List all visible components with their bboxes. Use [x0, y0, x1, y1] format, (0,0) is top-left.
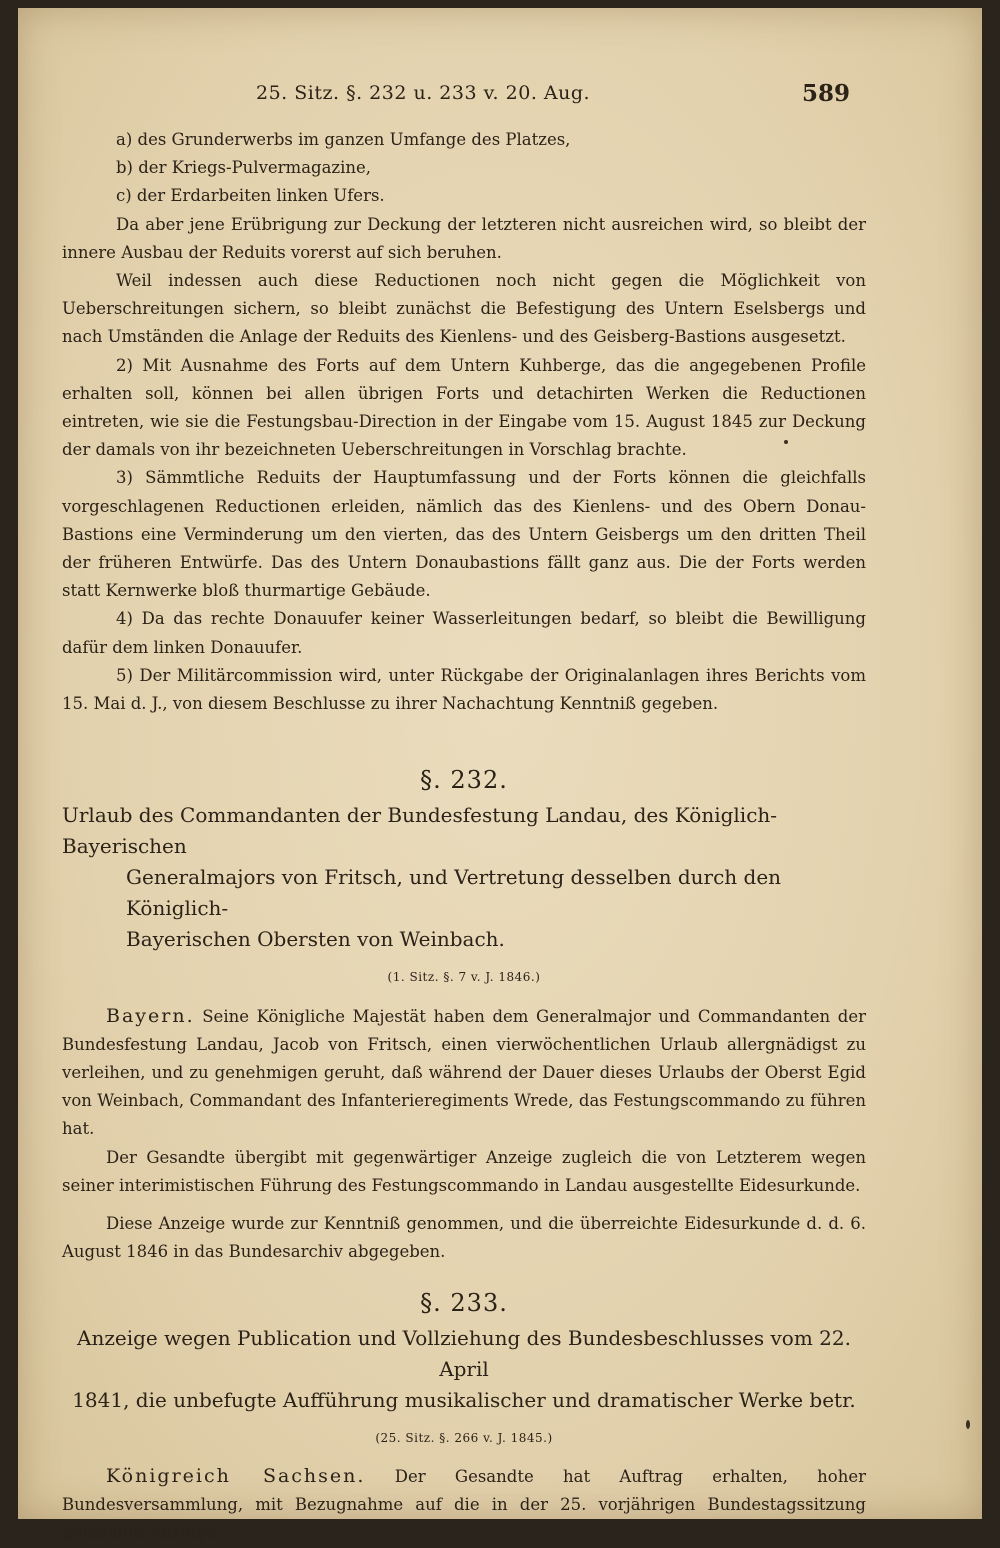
paragraph: Da aber jene Erübrigung zur Deckung der letzteren nicht ausreichen wird, so bleibt der innere Ausbau der Reduits vorerst auf sich beruhen.	[62, 214, 866, 262]
section-title-232-line1: Urlaub des Commandanten der Bundesfestung Landau, des Königlich-Bayerischen	[62, 803, 778, 859]
spacer	[62, 1200, 866, 1210]
paragraph: Weil indessen auch diese Reductionen noch nicht gegen die Möglichkeit von Ueberschreitungen sichern, so bleibt zunächst die Befestigung des Untern Eselsbergs und nach Umständen die Anlage der Reduits des Kienlens- und des Geisberg-Bastions ausgesetzt.	[62, 271, 866, 347]
list-item-a: a) des Grunderwerbs im ganzen Umfange des Platzes,	[116, 130, 571, 149]
lead-word-bayern: Bayern.	[106, 1004, 195, 1027]
book-page	[18, 8, 982, 1543]
paragraph-item-5: 5) Der Militärcommission wird, unter Rückgabe der Originalanlagen ihres Berichts vom 15. Mai d. J., von diesem Beschlusse zu ihrer Nachachtung Kenntniß gegeben.	[62, 665, 866, 714]
section-reference-233: (25. Sitz. §. 266 v. J. 1845.)	[375, 1430, 553, 1445]
section-title-232-line3: Bayerischen Obersten von Weinbach.	[126, 927, 505, 952]
paragraph-resolution: Diese Anzeige wurde zur Kenntniß genommen, und die überreichte Eidesurkunde d. d. 6. August 1846 in das Bundesarchiv abgegeben.	[62, 1214, 866, 1262]
section-title-232-line2: Generalmajors von Fritsch, und Vertretung desselben durch den Königlich-	[126, 865, 782, 921]
section-title-233-line2: 1841, die unbefugte Aufführung musikalischer und dramatischer Werke betr.	[72, 1387, 856, 1412]
paragraph-text: Der Gesandte hat Auftrag erhalten, hoher Bundesversammlung, mit Bezugnahme auf die in der 25. vorjährigen Bundestagssitzung gemachte Anzeige,	[62, 1466, 866, 1543]
section-title-233-line1: Anzeige wegen Publication und Vollziehung des Bundesbeschlusses vom 22. April	[77, 1325, 851, 1381]
section-title-233	[62, 1323, 866, 1416]
page-number: 589	[801, 80, 850, 107]
paragraph-bayern	[62, 1002, 866, 1144]
section-number-232: §. 232.	[420, 766, 508, 795]
running-title: 25. Sitz. §. 232 u. 233 v. 20. Aug.	[256, 82, 591, 104]
paragraph-text: Seine Königliche Majestät haben dem Generalmajor und Commandanten der Bundesfestung Landau, Jacob von Fritsch, einen vierwöchentlichen Urlaub allergnädigst zu verleihen, und zu genehmigen geruht, daß während der Dauer dieses Urlaubs der Oberst Egid von Weinbach, Commandant des Infanterieregiments Wrede, das Festungscommando zu führen hat.	[62, 1006, 866, 1139]
section-title-232	[62, 800, 866, 955]
paragraph: Der Gesandte übergibt mit gegenwärtiger Anzeige zugleich die von Letzterem wegen seiner interimistischen Führung des Festungscommando in Landau ausgestellte Eidesurkunde.	[62, 1147, 866, 1195]
paragraph-item-4: 4) Da das rechte Donauufer keiner Wasserleitungen bedarf, so bleibt die Bewilligung dafür dem linken Donauufer.	[62, 609, 866, 657]
running-header	[18, 80, 982, 112]
list-item-c: c) der Erdarbeiten linken Ufers.	[116, 186, 385, 206]
page-body	[62, 126, 866, 1548]
section-number-233: §. 233.	[420, 1288, 508, 1317]
section-reference-232: (1. Sitz. §. 7 v. J. 1846.)	[387, 970, 541, 985]
ink-spot	[784, 440, 788, 444]
list-item-b: b) der Kriegs-Pulvermagazine,	[116, 158, 372, 178]
paragraph-item-3: 3) Sämmtliche Reduits der Hauptumfassung und der Forts können die gleichfalls vorgeschlagenen Reductionen erleiden, nämlich das des Kienlens- und des Obern Donau-Bastions eine Verminderung um den vierten, das des Untern Geisbergs um den dritten Theil der früheren Entwürfe. Das des Untern Donaubastions fällt ganz aus. Die der Forts werden statt Kernwerke bloß thurmartige Gebäude.	[62, 468, 866, 601]
paragraph-sachsen	[62, 1462, 866, 1548]
ink-spot	[966, 1420, 970, 1429]
lead-word-sachsen: Königreich Sachsen.	[106, 1464, 366, 1487]
paragraph-item-2: 2) Mit Ausnahme des Forts auf dem Untern Kuhberge, das die angegebenen Profile erhalten soll, können bei allen übrigen Forts und detachirten Werken die Reductionen eintreten, wie sie die Festungsbau-Direction in der Eingabe vom 15. August 1845 zur Deckung der damals von ihr bezeichneten Ueberschreitungen in Vorschlag brachte.	[62, 355, 866, 460]
